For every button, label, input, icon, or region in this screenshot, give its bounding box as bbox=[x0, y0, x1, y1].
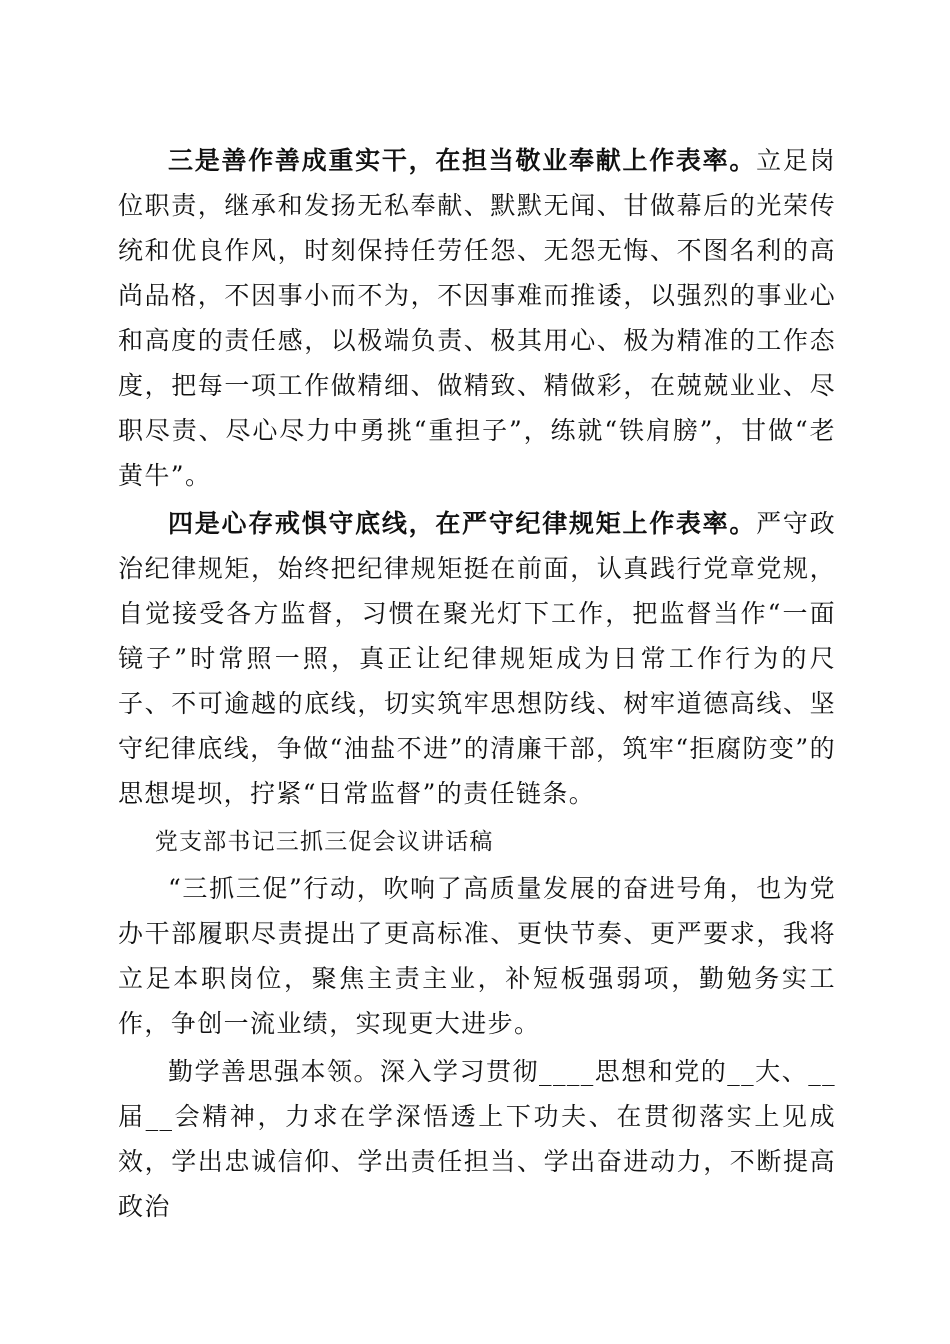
section-title: 党支部书记三抓三促会议讲话稿 bbox=[154, 829, 494, 855]
paragraph-four-body: 严守政治纪律规矩，始终把纪律规矩挺在前面，认真践行党章党规，自觉接受各方监督，习惯在聚光灯下工作，把监督当作“一面镜子”时常照一照，真正让纪律规矩成为日常工作行为的尺子、不可逾越的底线，切实筑牢思想防线、树牢道德高线、坚守纪律底线，争做“油盐不进”的清廉干部，筑牢“拒腐防变”的思想堤坝，拧紧“日常监督”的责任链条。 bbox=[118, 509, 836, 808]
paragraph-three-body: 立足岗位职责，继承和发扬无私奉献、默默无闻、甘做幕后的光荣传统和优良作风，时刻保持任劳任怨、无怨无悔、不图名利的高尚品格，不因事小而不为，不因事难而推诿，以强烈的事业心和高度的责任感，以极端负责、极其用心、极为精准的工作态度，把每一项工作做精细、做精致、精做彩，在兢兢业业、尽职尽责、尽心尽力中勇挑“重担子”，练就“铁肩膀”，甘做“老黄牛”。 bbox=[118, 146, 836, 490]
paragraph-three bbox=[118, 138, 836, 498]
paragraph-three-lead: 三是善作善成重实干，在担当敬业奉献上作表率。 bbox=[168, 146, 757, 175]
paragraph-four-lead: 四是心存戒惧守底线，在严守纪律规矩上作表率。 bbox=[168, 509, 757, 538]
section-paragraph-intro: “三抓三促”行动，吹响了高质量发展的奋进号角，也为党办干部履职尽责提出了更高标准、更快节奏、更严要求，我将立足本职岗位，聚焦主责主业，补短板强弱项，勤勉务实工作，争创一流业绩，实现更大进步。 bbox=[118, 874, 836, 1038]
section-paragraph-study: 勤学善思强本领。深入学习贯彻____思想和党的__大、__届__会精神，力求在学深悟透上下功夫、在贯彻落实上见成效，学出忠诚信仰、学出责任担当、学出奋进动力，不断提高政治 bbox=[118, 1057, 836, 1221]
paragraph-four bbox=[118, 501, 836, 816]
